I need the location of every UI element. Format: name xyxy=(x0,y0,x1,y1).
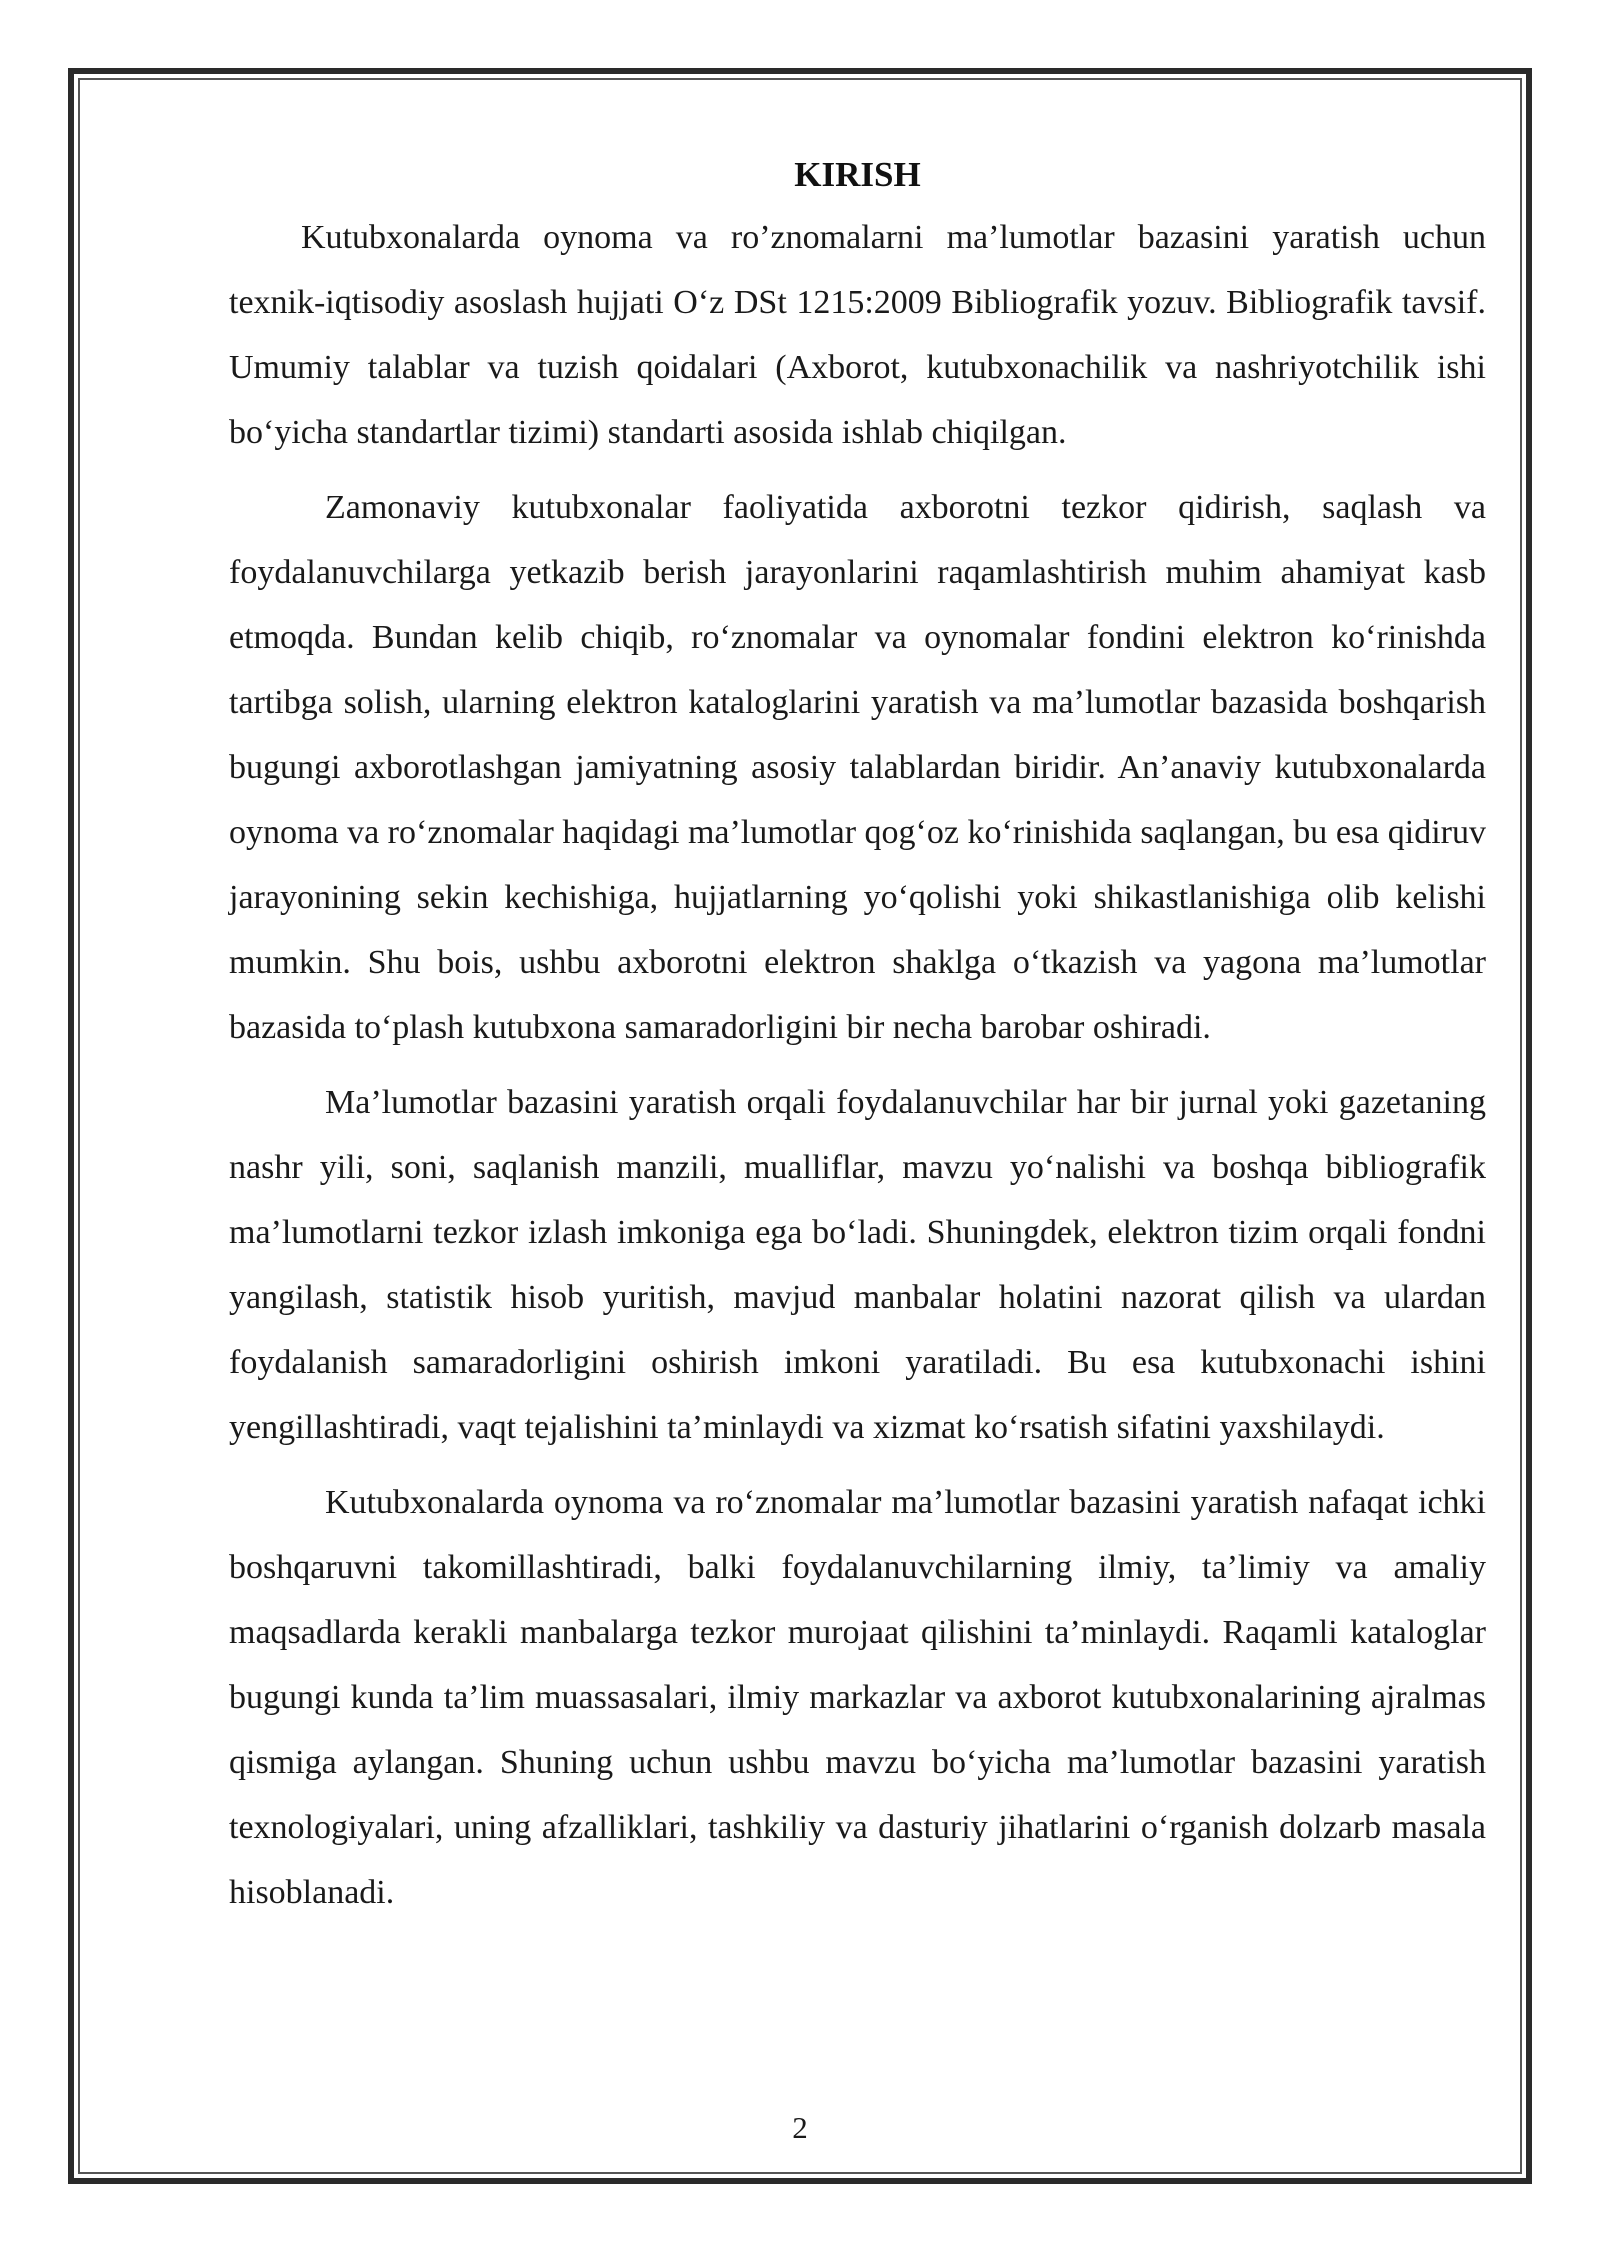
paragraph-4: Kutubxonalarda oynoma va ro‘znomalar ma’lumotlar bazasini yaratish nafaqat ichki boshqaruvni takomillashtiradi, balki foydalanuvchilarning ilmiy, ta’limiy va amaliy maqsadlarda kerakli manbalarga tezkor murojaat qilishini ta’minlaydi. Raqamli kataloglar bugungi kunda ta’lim muassasalari, ilmiy markazlar va axborot kutubxonalarining ajralmas qismiga aylangan. Shuning uchun ushbu mavzu bo‘yicha ma’lumotlar bazasini yaratish texnologiyalari, uning afzalliklari, tashkiliy va dasturiy jihatlarini o‘rganish dolzarb masala hisoblanadi. xyxy=(229,1484,1486,1911)
page-number: 2 xyxy=(792,2110,808,2145)
document-body xyxy=(229,145,1486,1935)
paragraph-3: Ma’lumotlar bazasini yaratish orqali foydalanuvchilar har bir jurnal yoki gazetaning nashr yili, soni, saqlanish manzili, mualliflar, mavzu yo‘nalishi va boshqa bibliografik ma’lumotlarni tezkor izlash imkoniga ega bo‘ladi. Shuningdek, elektron tizim orqali fondni yangilash, statistik hisob yuritish, mavjud manbalar holatini nazorat qilish va ulardan foydalanish samaradorligini oshirish imkoni yaratiladi. Bu esa kutubxonachi ishini yengillashtiradi, vaqt tejalishini ta’minlaydi va xizmat ko‘rsatish sifatini yaxshilaydi. xyxy=(229,1084,1486,1446)
section-heading: KIRISH xyxy=(794,155,921,194)
paragraph-1: Kutubxonalarda oynoma va ro’znomalarni ma’lumotlar bazasini yaratish uchun texnik-iqtisodiy asoslash hujjati O‘z DSt 1215:2009 Bibliografik yozuv. Bibliografik tavsif. Umumiy talablar va tuzish qoidalari (Axborot, kutubxonachilik va nashriyotchilik ishi bo‘yicha standartlar tizimi) standarti asosida ishlab chiqilgan. xyxy=(229,219,1486,451)
paragraph-2: Zamonaviy kutubxonalar faoliyatida axborotni tezkor qidirish, saqlash va foydalanuvchilarga yetkazib berish jarayonlarini raqamlashtirish muhim ahamiyat kasb etmoqda. Bundan kelib chiqib, ro‘znomalar va oynomalar fondini elektron ko‘rinishda tartibga solish, ularning elektron kataloglarini yaratish va ma’lumotlar bazasida boshqarish bugungi axborotlashgan jamiyatning asosiy talablardan biridir. An’anaviy kutubxonalarda oynoma va ro‘znomalar haqidagi ma’lumotlar qog‘oz ko‘rinishida saqlangan, bu esa qidiruv jarayonining sekin kechishiga, hujjatlarning yo‘qolishi yoki shikastlanishiga olib kelishi mumkin. Shu bois, ushbu axborotni elektron shaklga o‘tkazish va yagona ma’lumotlar bazasida to‘plash kutubxona samaradorligini bir necha barobar oshiradi. xyxy=(229,489,1486,1046)
